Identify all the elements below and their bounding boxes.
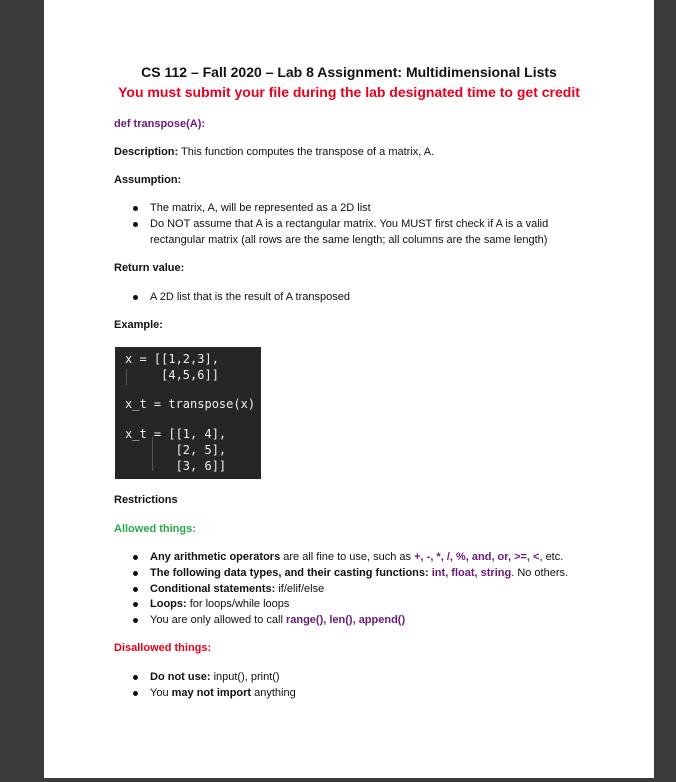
allowed-item-highlight: +, -, *, /, %, and, or, >=, < <box>414 551 540 563</box>
assumption-label: Assumption: <box>114 174 182 186</box>
disallowed-item-text: input(), print() <box>213 671 280 683</box>
example-label: Example: <box>114 319 163 331</box>
restrictions-heading: Restrictions <box>114 494 178 506</box>
allowed-item-highlight: int, float, string <box>431 567 512 579</box>
bullet-icon <box>133 222 138 227</box>
document-page <box>44 0 654 778</box>
function-signature: def transpose(A): <box>114 118 206 130</box>
disallowed-item-lead: Do not use: <box>150 671 214 683</box>
viewer-background-right <box>654 0 676 782</box>
assumption-item-continued: rectangular matrix (all rows are the same length; all columns are the same length) <box>150 234 548 246</box>
description-label: Description: <box>114 146 179 158</box>
allowed-item <box>150 583 324 595</box>
disallowed-item-prefix: You <box>150 687 172 699</box>
allowed-item-highlight: range(), len(), append() <box>285 614 406 626</box>
code-line: [4,5,6]] <box>125 368 219 382</box>
allowed-heading: Allowed things: <box>114 523 196 535</box>
bullet-icon <box>133 675 138 680</box>
bullet-icon <box>133 618 138 623</box>
allowed-item-lead: Conditional statements: <box>150 583 279 595</box>
code-line: x_t = [[1, 4], <box>125 427 227 441</box>
disallowed-item-lead: may not import <box>171 687 252 699</box>
code-line: [2, 5], <box>125 443 227 457</box>
bullet-icon <box>133 295 138 300</box>
bullet-icon <box>133 691 138 696</box>
assumption-item: The matrix, A, will be represented as a 2D list <box>150 202 371 214</box>
allowed-item-text: You are only allowed to call <box>150 614 286 626</box>
document-title: CS 112 – Fall 2020 – Lab 8 Assignment: Multidimensional Lists <box>141 64 557 80</box>
viewer-background-bottom <box>0 778 676 782</box>
bullet-icon <box>133 602 138 607</box>
allowed-item-tail: , etc. <box>539 551 564 563</box>
bullet-icon <box>133 571 138 576</box>
allowed-item-text: if/elif/else <box>278 583 325 595</box>
disallowed-item <box>150 687 296 699</box>
bullet-icon <box>133 555 138 560</box>
example-code-block <box>115 347 261 479</box>
return-value-label: Return value: <box>114 262 185 274</box>
allowed-item-text: for loops/while loops <box>189 598 290 610</box>
allowed-item-tail: . No others. <box>511 567 569 579</box>
allowed-item <box>150 551 563 563</box>
allowed-item <box>150 567 568 579</box>
bullet-icon <box>133 587 138 592</box>
allowed-item-lead: The following data types, and their casting functions: <box>150 567 432 579</box>
allowed-item-lead: Loops: <box>150 598 190 610</box>
viewer-background-left <box>0 0 44 782</box>
disallowed-heading: Disallowed things: <box>114 642 212 654</box>
code-line: [3, 6]] <box>125 459 227 473</box>
allowed-item <box>150 598 289 610</box>
disallowed-item-text: anything <box>251 687 296 699</box>
code-line: x_t = transpose(x) <box>125 397 256 411</box>
bullet-icon <box>133 206 138 211</box>
allowed-item-text: are all fine to use, such as <box>280 551 415 563</box>
allowed-item-lead: Any arithmetic operators <box>150 551 281 563</box>
document-subtitle: You must submit your file during the lab designated time to get credit <box>118 84 580 100</box>
description-line <box>114 146 434 158</box>
return-value-item: A 2D list that is the result of A transposed <box>150 291 350 303</box>
disallowed-item <box>150 671 280 683</box>
allowed-item <box>150 614 405 626</box>
description-text: This function computes the transpose of a matrix, A. <box>178 146 435 158</box>
code-line: x = [[1,2,3], <box>125 352 219 366</box>
assumption-item: Do NOT assume that A is a rectangular matrix. You MUST first check if A is a valid <box>150 218 549 230</box>
